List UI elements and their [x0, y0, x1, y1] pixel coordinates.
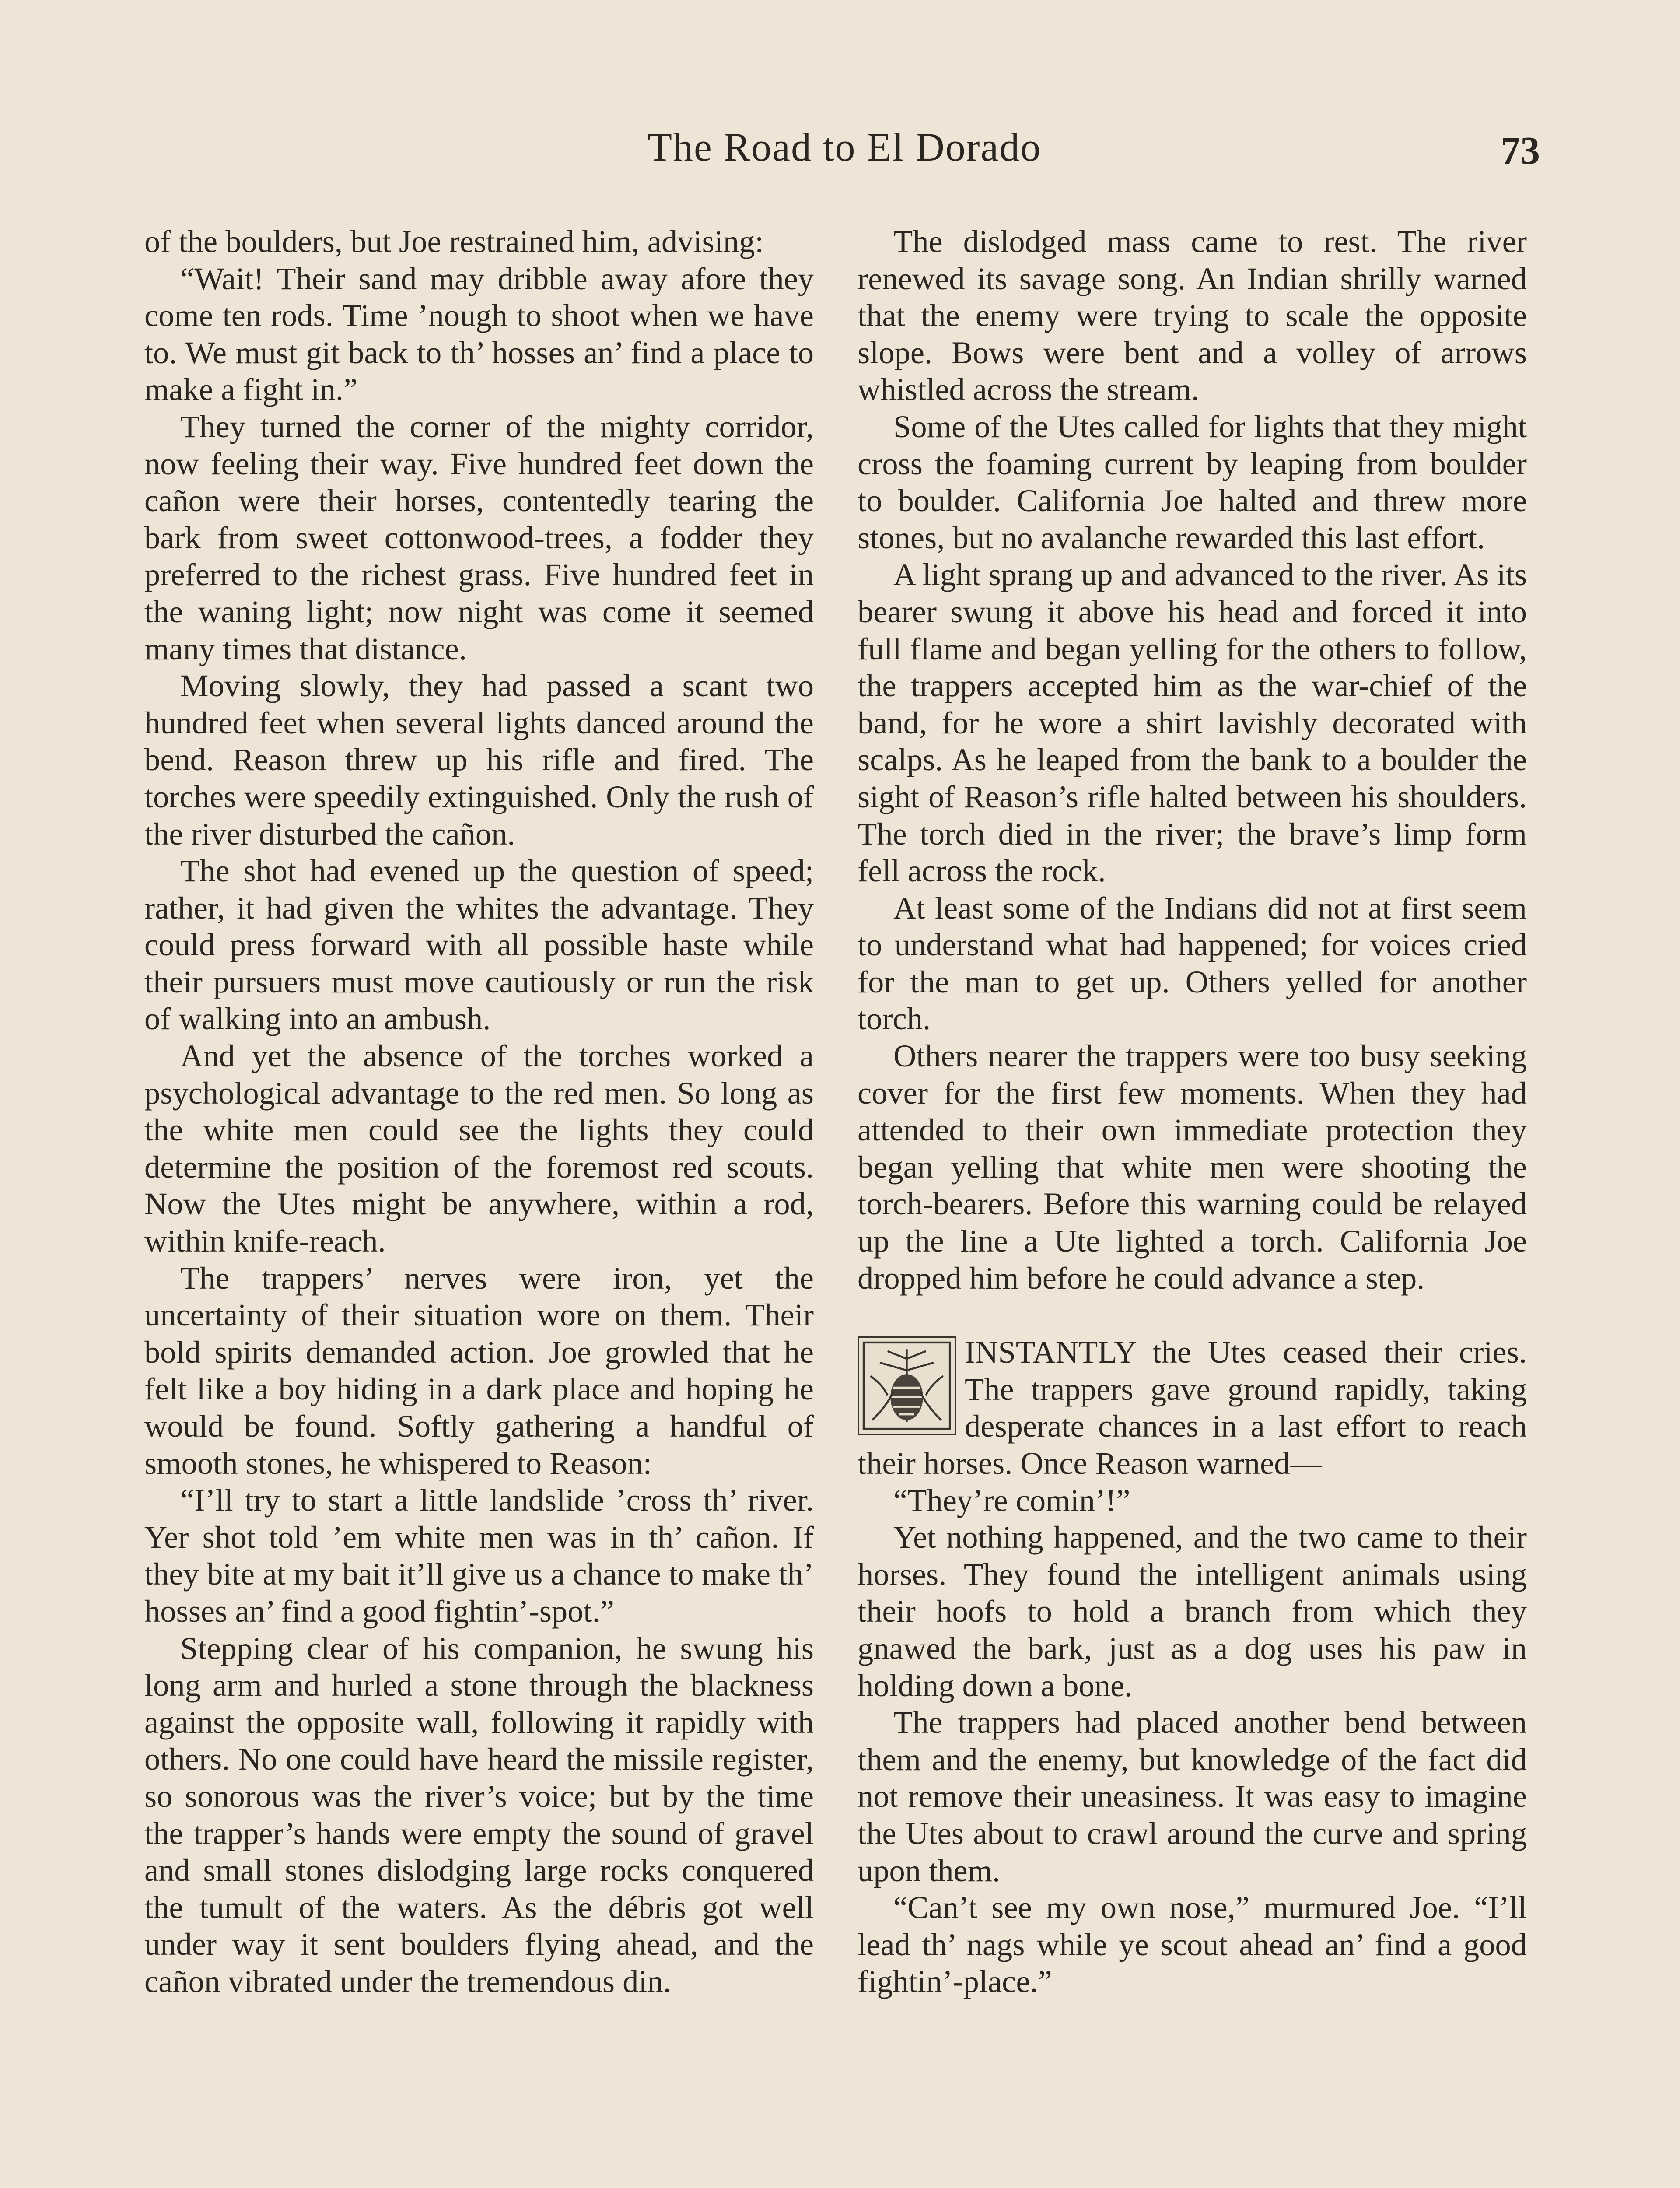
paragraph: “Can’t see my own nose,” murmured Joe. “I’ll lead th’ nags while ye scout ahead an’ find a good fightin’-place.”	[858, 1890, 1527, 1999]
section-opening	[858, 1334, 1527, 1482]
left-column	[144, 223, 814, 2000]
paragraph: Some of the Utes called for lights that they might cross the foaming current by leaping from boulder to boulder. California Joe halted and threw more stones, but no avalanche rewarded this last effort.	[858, 408, 1527, 555]
paragraph: The dislodged mass came to rest. The river renewed its savage song. An Indian shrilly warned that the enemy were trying to scale the opposite slope. Bows were bent and a volley of arrows whistled across the stream.	[858, 224, 1527, 407]
section-opening-paragraph: INSTANTLY the Utes ceased their cries. The trappers gave ground rapidly, taking desperate chances in a last effort to reach their horses. Once Reason warned—	[858, 1334, 1527, 1481]
paragraph: At least some of the Indians did not at first seem to understand what had happened; for voices cried for the man to get up. Others yelled for another torch.	[858, 890, 1527, 1037]
paragraph: Stepping clear of his companion, he swung his long arm and hurled a stone through the blackness against the opposite wall, following it rapidly with others. No one could have heard the missile register, so sonorous was the river’s voice; but by the time the trapper’s hands were empty the sound of gravel and small stones dislodging large rocks conquered the tumult of the waters. As the débris got well under way it sent boulders flying ahead, and the cañon vibrated under the tremendous din.	[144, 1630, 814, 1999]
paragraph: The shot had evened up the question of speed; rather, it had given the whites the advantage. They could press forward with all possible haste while their pursuers must move cautiously or run the risk of walking into an ambush.	[144, 853, 814, 1037]
paragraph: Yet nothing happened, and the two came to their horses. They found the intelligent animals using their hoofs to hold a branch from which they gnawed the bark, just as a dog uses his paw in holding down a bone.	[858, 1519, 1527, 1703]
right-column	[858, 223, 1527, 2000]
paragraph: of the boulders, but Joe restrained him, advising:	[144, 224, 764, 259]
paragraph: A light sprang up and advanced to the river. As its bearer swung it above his head and forced it into full flame and began yelling for the others to follow, the trappers accepted him as the war-chief of the band, for he wore a shirt lavishly decorated with scalps. As he leaped from the bank to a boulder the sight of Reason’s rifle halted between his shoulders. The torch died in the river; the brave’s limp form fell across the rock.	[858, 557, 1527, 889]
running-title: The Road to El Dorado	[647, 125, 1042, 169]
paragraph: They turned the corner of the mighty corridor, now feeling their way. Five hundred feet down the cañon were their horses, contentedly tearing the bark from sweet cottonwood-trees, a fodder they preferred to the richest grass. Five hundred feet in the waning light; now night was come it seemed many times that distance.	[144, 408, 814, 666]
paragraph: And yet the absence of the torches worked a psychological advantage to the red men. So long as the white men could see the lights they could determine the position of the foremost red scouts. Now the Utes might be anywhere, within a rod, within knife-reach.	[144, 1038, 814, 1259]
pine-cone-ornament-icon	[858, 1336, 956, 1435]
paragraph: Others nearer the trappers were too busy seeking cover for the first few moments. When they had attended to their own immediate protection they began yelling that white men were shooting the torch-bearers. Before this warning could be relayed up the line a Ute lighted a torch. California Joe dropped him before he could advance a step.	[858, 1038, 1527, 1296]
page-number: 73	[1501, 129, 1540, 172]
paragraph: “I’ll try to start a little landslide ’cross th’ river. Yer shot told ’em white men was in th’ cañon. If they bite at my bait it’ll give us a chance to make th’ hosses an’ find a good fightin’-spot.”	[144, 1482, 814, 1629]
paragraph: Moving slowly, they had passed a scant two hundred feet when several lights danced around the bend. Reason threw up his rifle and fired. The torches were speedily extinguished. Only the rush of the river disturbed the cañon.	[144, 668, 814, 852]
paragraph: The trappers had placed another bend between them and the enemy, but knowledge of the fact did not remove their uneasiness. It was easy to imagine the Utes about to crawl around the curve and spring upon them.	[858, 1704, 1527, 1888]
paragraph: The trappers’ nerves were iron, yet the uncertainty of their situation wore on them. Their bold spirits demanded action. Joe growled that he felt like a boy hiding in a dark place and hoping he would be found. Softly gathering a handful of smooth stones, he whispered to Reason:	[144, 1260, 814, 1481]
paragraph: “They’re comin’!”	[893, 1482, 1130, 1518]
paragraph: “Wait! Their sand may dribble away afore they come ten rods. Time ’nough to shoot when we have to. We must git back to th’ hosses an’ find a place to make a fight in.”	[144, 260, 814, 407]
